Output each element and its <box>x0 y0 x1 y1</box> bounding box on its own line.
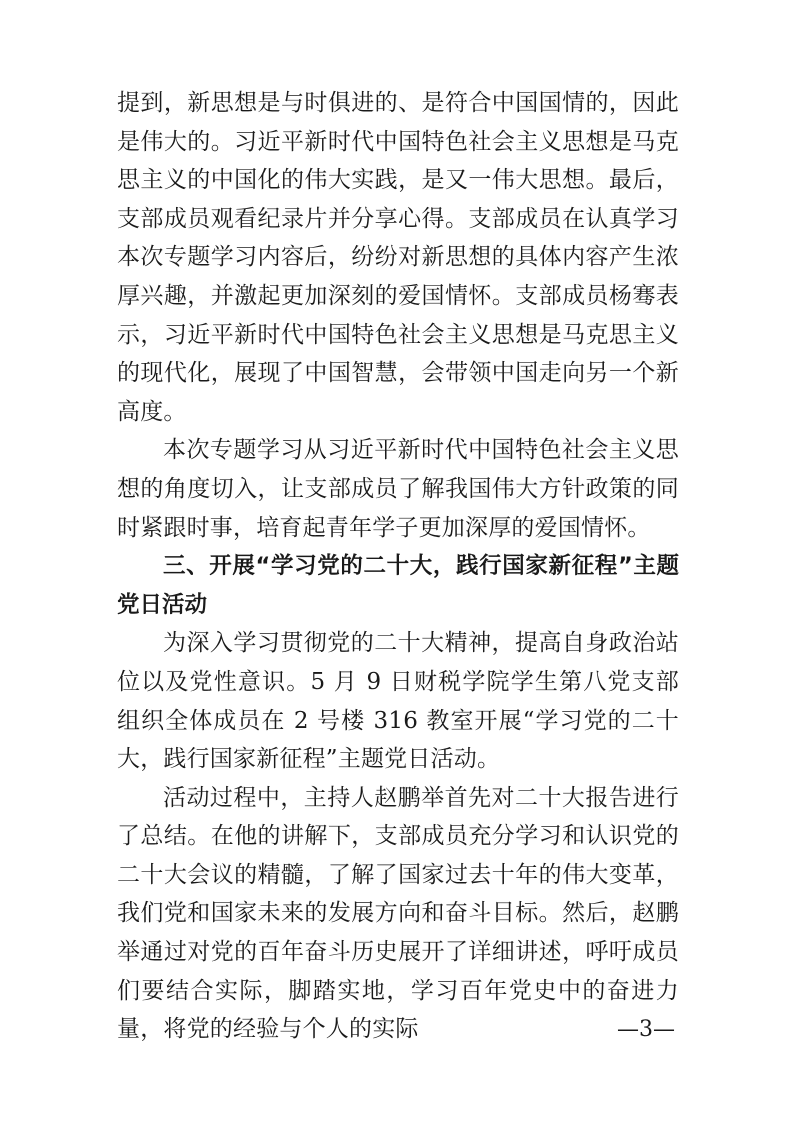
paragraph-event-intro: 为深入学习贯彻党的二十大精神，提高自身政治站位以及党性意识。5 月 9 日财税学院学生第八党支部组织全体成员在 2 号楼 316 教室开展“学习党的二十大，践行国家新征程”主题党日活动。 <box>117 630 679 773</box>
body-text <box>117 84 679 1049</box>
section-heading-three: 三、开展“学习党的二十大，践行国家新征程”主题党日活动 <box>117 553 679 618</box>
paragraph-continuation: 提到，新思想是与时俱进的、是符合中国国情的，因此是伟大的。习近平新时代中国特色社会主义思想是马克思主义的中国化的伟大实践，是又一伟大思想。最后，支部成员观看纪录片并分享心得。支部成员在认真学习本次专题学习内容后，纷纷对新思想的具体内容产生浓厚兴趣，并激起更加深刻的爱国情怀。支部成员杨骞表示，习近平新时代中国特色社会主义思想是马克思主义的现代化，展现了中国智慧，会带领中国走向另一个新高度。 <box>117 90 679 425</box>
paragraph-event-process: 活动过程中，主持人赵鹏举首先对二十大报告进行了总结。在他的讲解下，支部成员充分学习和认识党的二十大会议的精髓，了解了国家过去十年的伟大变革，我们党和国家未来的发展方向和奋斗目标。然后，赵鹏举通过对党的百年奋斗历史展开了详细讲述，呼吁成员们要结合实际，脚踏实地，学习百年党史中的奋进力量，将党的经验与个人的实际 <box>117 784 679 1043</box>
page-number: —3— <box>617 1017 675 1042</box>
paragraph-study-summary: 本次专题学习从习近平新时代中国特色社会主义思想的角度切入，让支部成员了解我国伟大方针政策的同时紧跟时事，培育起青年学子更加深厚的爱国情怀。 <box>117 437 679 541</box>
